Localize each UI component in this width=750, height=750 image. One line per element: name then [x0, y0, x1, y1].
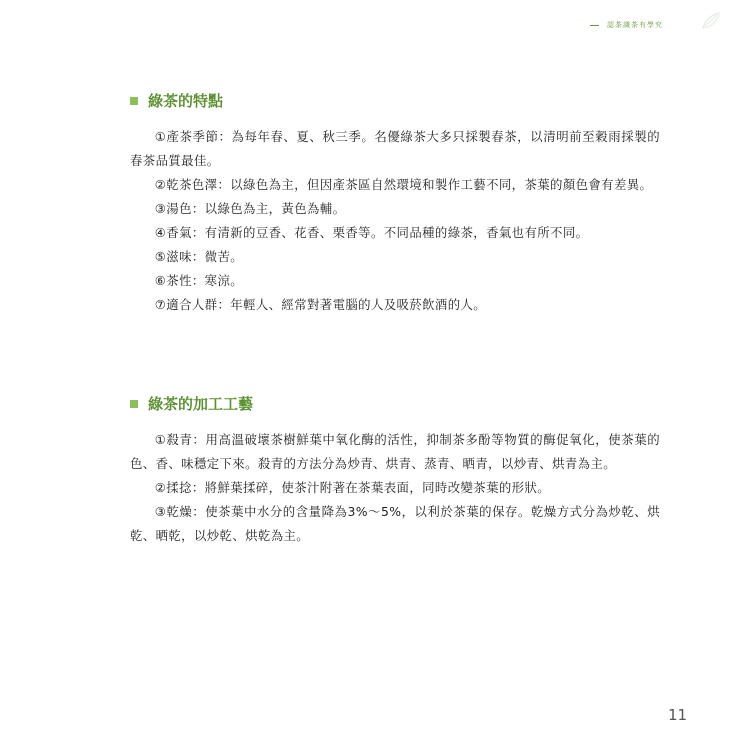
section-title: [130, 90, 660, 111]
section-green-tea-processing: [130, 393, 660, 548]
header-title: 認茶識茶有學究: [607, 21, 663, 29]
paragraph: ②乾茶色澤：以綠色為主，但因產茶區自然環境和製作工藝不同，茶葉的顏色會有差異。: [154, 177, 653, 192]
paragraph: ③湯色：以綠色為主，黃色為輔。: [154, 201, 346, 216]
paragraph: ⑥茶性：寒涼。: [154, 273, 244, 288]
paragraph: ①殺青：用高溫破壞茶樹鮮葉中氧化酶的活性，抑制茶多酚等物質的酶促氧化，使茶葉的色、香、味穩定下來。殺青的方法分為炒青、烘青、蒸青、晒青，以炒青、烘青為主。: [130, 432, 660, 471]
square-bullet-icon: [130, 97, 138, 105]
section-title-text: 綠茶的加工工藝: [148, 395, 254, 413]
section-title-text: 綠茶的特點: [148, 92, 224, 110]
paragraph: ⑤滋味：微苦。: [154, 249, 244, 264]
paragraph: ⑦適合人群：年輕人、經常對著電腦的人及吸菸飲酒的人。: [154, 297, 487, 312]
running-header: [590, 20, 663, 30]
section-title: [130, 393, 660, 414]
header-dash: [590, 25, 599, 26]
square-bullet-icon: [130, 400, 138, 408]
page-number: 11: [668, 706, 688, 724]
tea-leaf-icon: [700, 10, 722, 32]
paragraph: ①產茶季節：為每年春、夏、秋三季。名優綠茶大多只採製春茶，以清明前至穀雨採製的春茶品質最佳。: [130, 129, 660, 168]
paragraph: ③乾燥：使茶葉中水分的含量降為3%～5%，以利於茶葉的保存。乾燥方式分為炒乾、烘乾、晒乾，以炒乾、烘乾為主。: [130, 504, 660, 543]
section-green-tea-features: [130, 90, 660, 317]
paragraph: ④香氣：有清新的豆香、花香、栗香等。不同品種的綠茶，香氣也有所不同。: [154, 225, 589, 240]
paragraph: ②揉捻：將鮮葉揉碎，使茶汁附著在茶葉表面，同時改變茶葉的形狀。: [154, 480, 551, 495]
